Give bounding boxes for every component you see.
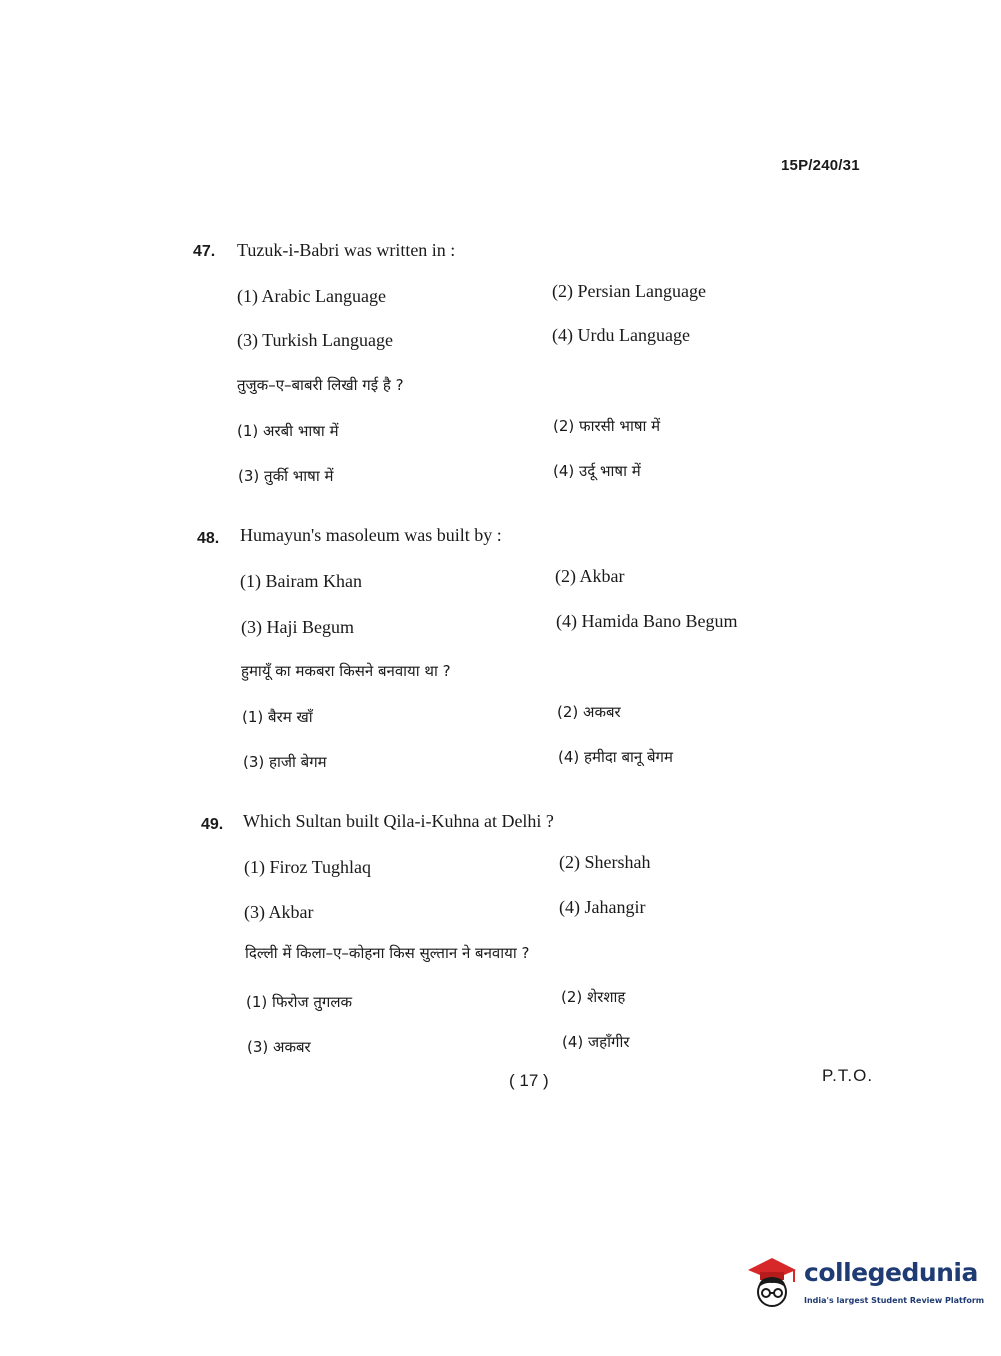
option-hi-2: (2) अकबर (557, 703, 621, 721)
option-en-4: (4) Urdu Language (552, 325, 690, 345)
page-number: ( 17 ) (509, 1071, 549, 1090)
option-en-3: (3) Akbar (244, 902, 314, 922)
option-hi-3: (3) तुर्की भाषा में (238, 467, 334, 485)
option-hi-1: (1) बैरम खाँ (242, 708, 313, 726)
option-en-4: (4) Jahangir (559, 897, 646, 917)
option-hi-3: (3) हाजी बेगम (243, 753, 327, 771)
option-hi-4: (4) जहाँगीर (562, 1033, 630, 1051)
option-en-4: (4) Hamida Bano Begum (556, 611, 738, 631)
brand-tagline: India's largest Student Review Platform (804, 1296, 985, 1305)
question-text-en: Tuzuk-i-Babri was written in : (237, 240, 456, 260)
graduate-mascot-icon (742, 1252, 800, 1310)
option-en-3: (3) Turkish Language (237, 330, 393, 350)
option-en-2: (2) Shershah (559, 852, 651, 872)
option-hi-4: (4) उर्दू भाषा में (553, 462, 641, 480)
question-number: 47. (193, 243, 216, 260)
question-text-hi: तुजुक–ए–बाबरी लिखी गई है ? (237, 376, 404, 394)
question-text-en: Which Sultan built Qila-i-Kuhna at Delhi ? (243, 811, 554, 831)
question-number: 49. (201, 816, 224, 833)
option-en-3: (3) Haji Begum (241, 617, 354, 637)
option-en-1: (1) Firoz Tughlaq (244, 857, 372, 877)
brand-watermark[interactable] (742, 1250, 985, 1314)
option-en-2: (2) Persian Language (552, 281, 706, 301)
question-text-hi: हुमायूँ का मकबरा किसने बनवाया था ? (241, 662, 451, 680)
option-en-2: (2) Akbar (555, 566, 625, 586)
option-en-1: (1) Bairam Khan (240, 571, 362, 591)
option-hi-4: (4) हमीदा बानू बेगम (558, 748, 673, 766)
question-text-en: Humayun's masoleum was built by : (240, 525, 502, 545)
option-hi-3: (3) अकबर (247, 1038, 311, 1056)
option-hi-1: (1) अरबी भाषा में (237, 422, 339, 440)
option-hi-1: (1) फिरोज तुगलक (246, 993, 353, 1011)
question-text-hi: दिल्ली में किला–ए–कोहना किस सुल्तान ने बनवाया ? (245, 944, 530, 962)
brand-name: collegedunia (804, 1258, 978, 1287)
option-hi-2: (2) फारसी भाषा में (553, 417, 661, 435)
option-en-1: (1) Arabic Language (237, 286, 386, 306)
question-number: 48. (197, 530, 220, 547)
pto-label: P.T.O. (822, 1066, 874, 1085)
paper-code: 15P/240/31 (781, 157, 860, 174)
option-hi-2: (2) शेरशाह (561, 988, 626, 1006)
